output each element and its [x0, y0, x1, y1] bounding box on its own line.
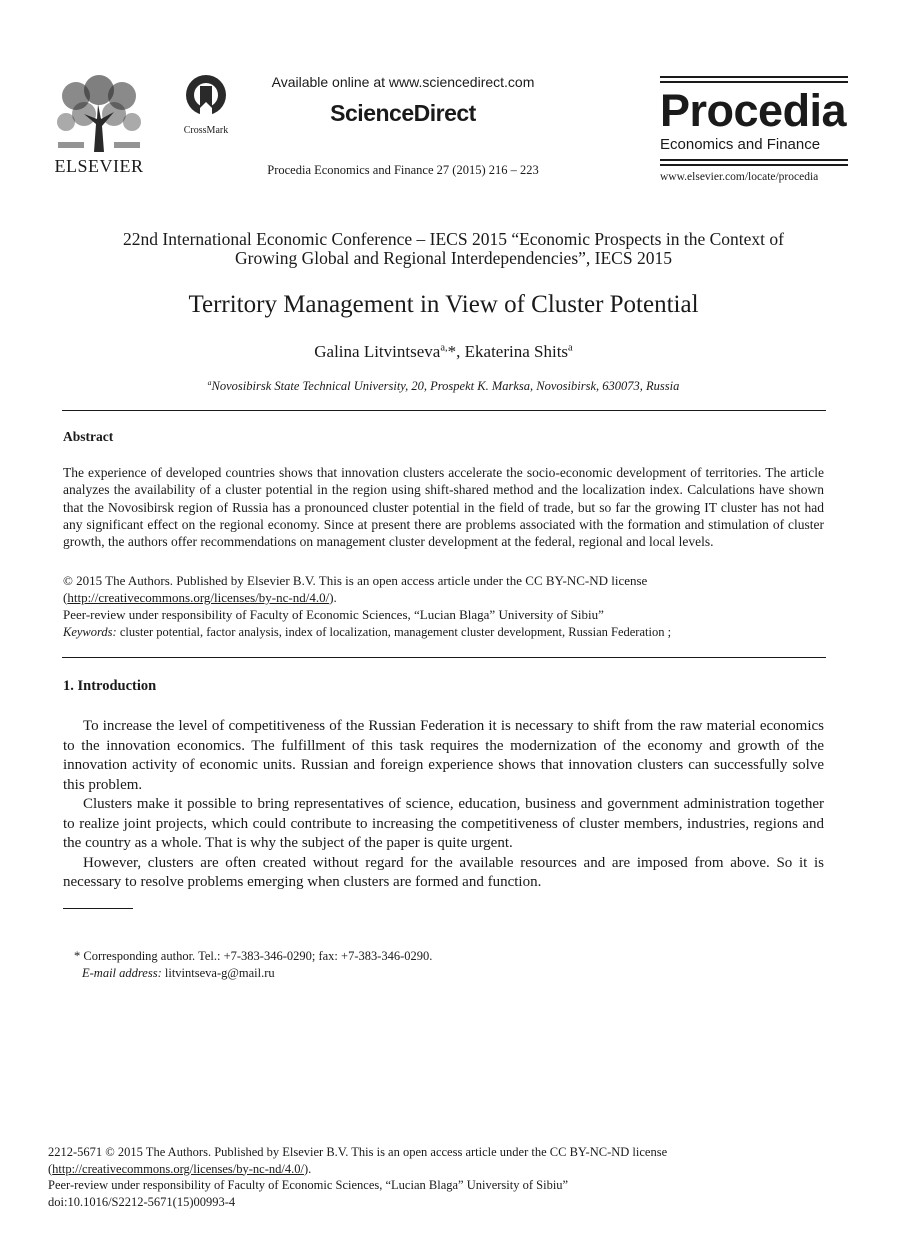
journal-reference: Procedia Economics and Finance 27 (2015) 216 – 223	[267, 163, 539, 177]
copyright-notice	[63, 572, 824, 607]
peer-review-note: Peer-review under responsibility of Faculty of Economic Sciences, “Lucian Blaga” University of Sibiu”	[48, 1178, 569, 1192]
author-name: Ekaterina Shits	[464, 342, 569, 361]
paragraph: Clusters make it possible to bring representatives of science, education, business and government administration together to realize joint projects, which could contribute to increasing the competitiveness of cluster members, industries, regions and the country as a whole. That is why the subject of the paper is quite urgent.	[63, 796, 824, 851]
license-line: (http://creativecommons.org/licenses/by-nc-nd/4.0/).	[63, 590, 337, 606]
authors	[60, 342, 827, 362]
publication-info	[48, 1144, 808, 1210]
email-label: E-mail address:	[82, 966, 162, 980]
keywords-label: Keywords:	[63, 625, 117, 639]
author-separator: ,	[456, 342, 465, 361]
issn-copyright: 2212-5671 © 2015 The Authors. Published by Elsevier B.V. This is an open access article under the CC BY-NC-ND license	[48, 1145, 668, 1159]
corresponding-mark: *	[447, 342, 457, 361]
procedia-url[interactable]: www.elsevier.com/locate/procedia	[660, 171, 819, 183]
affiliation	[60, 378, 827, 394]
masthead-rule	[660, 164, 848, 166]
elsevier-logo[interactable]	[52, 74, 146, 176]
keywords-text: cluster potential, factor analysis, index of localization, management cluster development, Russian Federation ;	[116, 625, 672, 639]
procedia-title: Procedia	[660, 85, 847, 136]
copyright-text: © 2015 The Authors. Published by Elsevier B.V. This is an open access article under the CC BY-NC-ND license	[63, 573, 648, 588]
affiliation-mark: a	[207, 378, 212, 387]
procedia-subtitle: Economics and Finance	[660, 136, 821, 153]
abstract-heading: Abstract	[63, 429, 114, 444]
crossmark-label: CrossMark	[183, 125, 229, 136]
available-online: Available online at www.sciencedirect.com	[271, 74, 535, 90]
author-affiliation-mark: a	[568, 342, 573, 354]
divider	[62, 410, 826, 411]
paragraph: However, clusters are often created without regard for the available resources and are imposed from above. So it is necessary to resolve problems emerging when clusters are formed and function.	[63, 854, 824, 890]
footnote-rule	[63, 908, 133, 909]
corresponding-author: * Corresponding author. Tel.: +7-383-346-0290; fax: +7-383-346-0290.	[74, 949, 433, 963]
doi[interactable]: doi:10.1016/S2212-5671(15)00993-4	[48, 1194, 236, 1209]
crossmark-icon	[183, 74, 229, 118]
conference-line	[60, 230, 847, 268]
keywords	[63, 625, 824, 640]
sciencedirect-brand[interactable]: ScienceDirect	[330, 100, 476, 126]
peer-review-note: Peer-review under responsibility of Faculty of Economic Sciences, “Lucian Blaga” University of Sibiu”	[63, 607, 604, 622]
introduction-body	[63, 717, 824, 893]
license-line: (http://creativecommons.org/licenses/by-nc-nd/4.0/).	[48, 1161, 312, 1176]
license-link[interactable]: http://creativecommons.org/licenses/by-nc-nd/4.0/	[67, 590, 330, 606]
paragraph: To increase the level of competitiveness of the Russian Federation it is necessary to shift from the raw material economics to the innovation economics. The fulfillment of this task requires the modernization of the economy and growth of the innovation activity of economic units. Russian and foreign experience shows that innovation clusters can successfully solve this problem.	[63, 718, 824, 793]
author-affiliation-mark: a,	[440, 342, 448, 354]
abstract-text: The experience of developed countries shows that innovation clusters accelerate the socio-economic development of territories. The article analyzes the availability of a cluster potential in the region using shift-shared method and the localization index. Calculations have shown that the Novosibirsk region of Russia has a pronounced cluster potential in the field of trade, but so far the growing IT cluster has not had any significant effect on the regional economy. Since at present there are problems associated with the formation and stimulation of cluster growth, the authors offer recommendations on management cluster development at the federal, regional and local levels.	[63, 465, 824, 550]
license-link[interactable]: http://creativecommons.org/licenses/by-nc-nd/4.0/	[52, 1161, 304, 1176]
email-line	[74, 965, 774, 982]
affiliation-text: Novosibirsk State Technical University, 20, Prospekt K. Marksa, Novosibirsk, 630073, Russia	[211, 379, 680, 394]
crossmark-badge[interactable]	[175, 74, 237, 134]
divider	[62, 657, 826, 658]
conference-line-2: Growing Global and Regional Interdependencies”, IECS 2015	[235, 248, 672, 268]
section-heading: 1. Introduction	[63, 678, 157, 694]
procedia-masthead	[660, 76, 848, 192]
paper-title: Territory Management in View of Cluster Potential	[188, 291, 699, 318]
conference-line-1: 22nd International Economic Conference – IECS 2015 “Economic Prospects in the Context of	[123, 229, 784, 249]
masthead-rule	[660, 159, 848, 161]
author-name: Galina Litvintseva	[314, 342, 441, 361]
elsevier-tree-icon	[54, 74, 144, 152]
elsevier-wordmark: ELSEVIER	[54, 156, 144, 176]
email-address[interactable]: litvintseva-g@mail.ru	[161, 966, 275, 980]
masthead-rule	[660, 76, 848, 78]
masthead-rule	[660, 81, 848, 83]
footnote	[74, 948, 774, 982]
